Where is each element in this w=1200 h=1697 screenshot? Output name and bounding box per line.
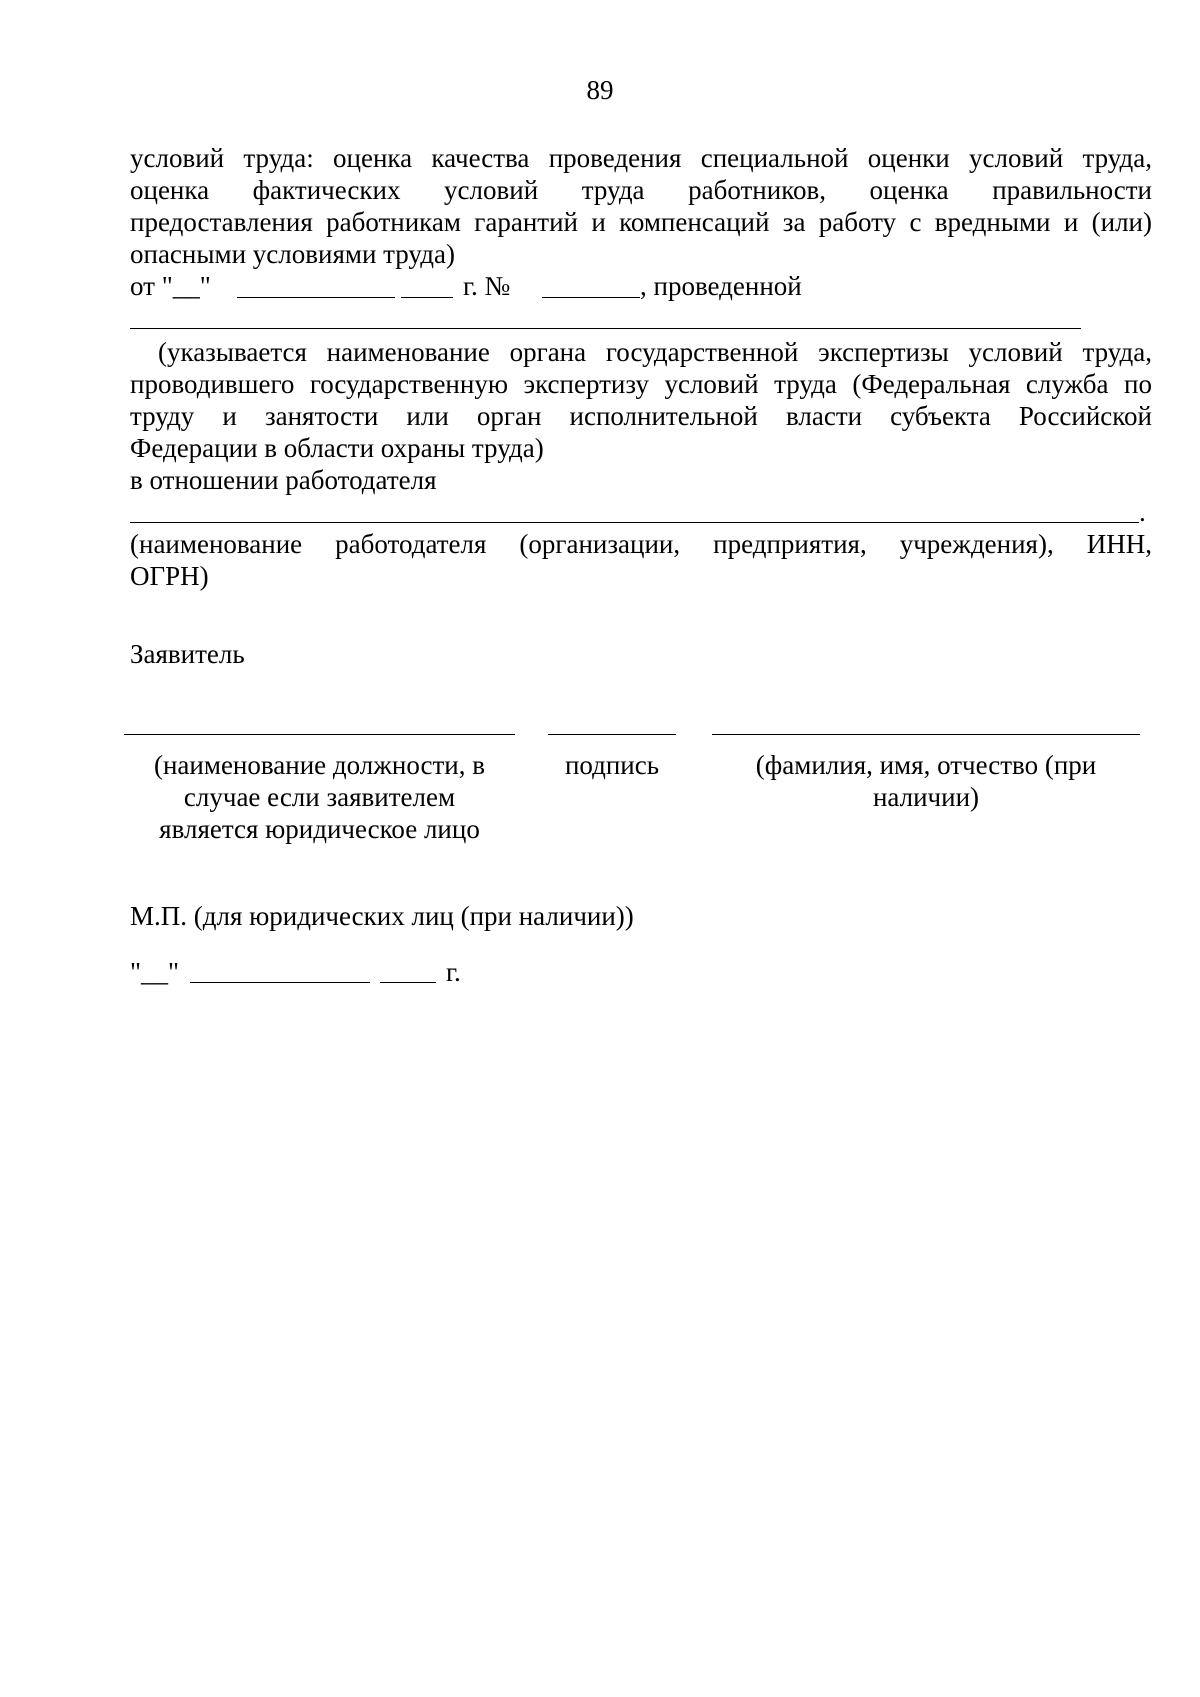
document-number-blank	[542, 297, 640, 298]
full-name-blank	[712, 734, 1140, 735]
para1-line-4: опасными условиями труда)	[130, 239, 455, 269]
position-caption-line-3: является юридическое лицо	[159, 814, 480, 844]
para2-line-2: проводившего государственную экспертизу условий труда (Федеральная служба по	[130, 369, 1152, 399]
employer-name-blank	[130, 522, 1139, 523]
employer-note-line-2: ОГРН)	[130, 561, 209, 591]
name-caption-line-2: наличии)	[872, 782, 980, 812]
para2-line-3: труду и занятости или орган исполнительной власти субъекта Российской	[130, 401, 1152, 431]
conducted-label: , проведенной	[640, 271, 802, 301]
final-date-year-blank	[380, 982, 436, 983]
final-date-g-label: г.	[446, 957, 461, 987]
employer-label: в отношении работодателя	[130, 465, 437, 495]
date-month-blank	[237, 297, 395, 298]
signature-blank	[548, 734, 676, 735]
employer-period: .	[1139, 497, 1146, 527]
employer-note-line-1: (наименование работодателя (организации, предприятия, учреждения), ИНН,	[130, 529, 1152, 559]
position-caption-line-1: (наименование должности, в	[153, 750, 485, 780]
final-date-month-blank	[190, 982, 370, 983]
para1-line-1: условий труда: оценка качества проведения специальной оценки условий труда,	[130, 143, 1152, 173]
date-ot-label: от "__"	[130, 271, 211, 301]
name-caption-line-1: (фамилия, имя, отчество (при	[755, 750, 1097, 780]
signature-caption: подпись	[564, 750, 660, 780]
authority-name-blank	[130, 328, 1081, 329]
stamp-note: М.П. (для юридических лиц (при наличии))	[130, 901, 634, 931]
para1-line-2: оценка фактических условий труда работников, оценка правильности	[130, 175, 1152, 205]
para2-line-1: (указывается наименование органа государственной экспертизы условий труда,	[158, 337, 1152, 367]
para2-line-4: Федерации в области охраны труда)	[130, 433, 544, 463]
date-year-blank	[401, 297, 453, 298]
date-g-number-label: г. №	[463, 271, 511, 301]
applicant-label: Заявитель	[130, 639, 245, 669]
final-date-quote: "__"	[130, 957, 180, 987]
para1-line-3: предоставления работникам гарантий и компенсаций за работу с вредными и (или)	[130, 207, 1152, 237]
page-number: 89	[586, 75, 614, 105]
position-caption-line-2: случае если заявителем	[183, 782, 456, 812]
position-blank	[124, 734, 515, 735]
